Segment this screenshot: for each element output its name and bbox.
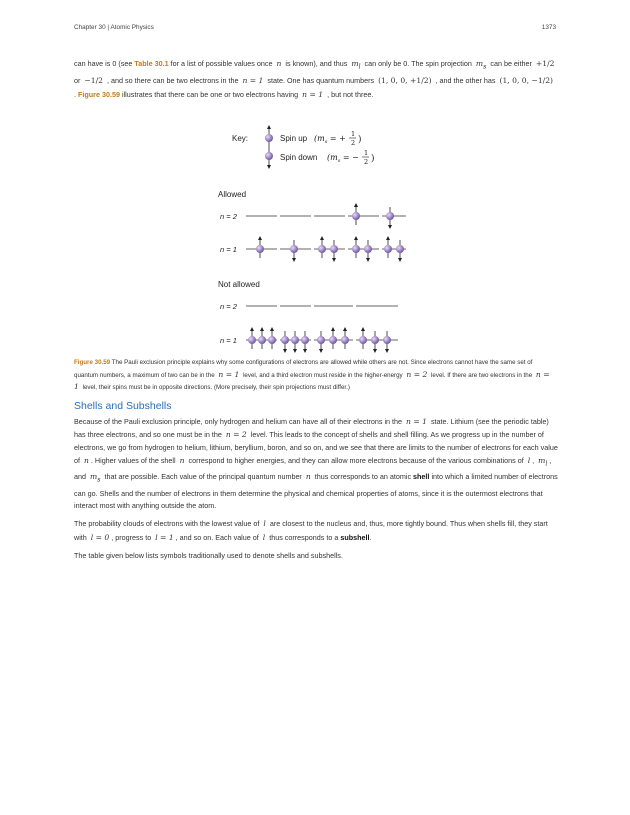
term-shell: shell — [413, 472, 430, 482]
electron-up-icon — [268, 329, 276, 349]
spin-down-close-paren: ) — [371, 154, 375, 164]
text-run: for a list of possible values once — [170, 59, 273, 68]
text-run: The Pauli exclusion principle explains why some configurations of electrons are allowed while others are not. Since electrons cannot have the same set of quantum numbers, a maximum of two can be in the — [74, 359, 533, 379]
text-run: level, their spins must be in opposite directions. (More precisely, their spin projections must differ.) — [82, 384, 350, 391]
electron-up-icon — [359, 329, 367, 349]
table-intro-paragraph — [74, 549, 558, 563]
key-label: Key: — [232, 134, 249, 143]
spin-down-frac-den: 2 — [364, 158, 369, 166]
not-allowed-title: Not allowed — [218, 280, 260, 289]
electron-down-icon — [330, 240, 338, 260]
text-run: can have is 0 (see — [74, 59, 133, 68]
text-run: into which a limited number of electrons can go. Shells and the number of electrons in them determine the physical and chemical properties of atoms, since it is the outermost electrons that interact most with anything outside the atom. — [74, 472, 558, 511]
text-run: correspond to higher energies, and they can allow more electrons because of the various combinations of — [188, 455, 524, 465]
text-run: . — [74, 89, 76, 99]
text-run: thus corresponds to a — [269, 533, 339, 542]
math-ms: $m_s$ — [475, 59, 487, 71]
math-quantum-numbers-2: (1, 0, 0, −1/2) — [499, 76, 554, 86]
math-n-eq-1: n = 1 — [218, 369, 240, 379]
text-run: , and so on. Each value of — [175, 533, 259, 542]
caption-label: Figure 30.59 — [74, 359, 111, 366]
math-l: l — [263, 519, 266, 528]
term-subshell: subshell — [340, 533, 370, 542]
spin-down-frac-num: 1 — [364, 149, 369, 157]
math-n-eq-1: n = 1 — [74, 369, 550, 391]
text-run: illustrates that there can be one or two electrons having — [121, 89, 299, 99]
math-l-eq-1: l = 1 — [155, 533, 174, 542]
electron-up-icon — [256, 238, 264, 258]
electron-down-icon — [281, 331, 289, 351]
text-run: , progress to — [111, 533, 152, 542]
text-run: or — [74, 76, 81, 86]
allowed-n2-label: n = 2 — [220, 212, 237, 221]
math-n: n — [179, 455, 185, 465]
electron-up-icon — [258, 329, 266, 349]
spin-up-close-paren: ) — [358, 135, 362, 145]
text-run: state. Lithium (see the periodic table) has three electrons, and so one must be in the — [74, 417, 549, 439]
electron-down-icon — [396, 240, 404, 260]
electron-up-icon — [248, 329, 256, 349]
text-run: The probability clouds of electrons with the lowest value of — [74, 519, 260, 528]
spin-up-frac-den: 2 — [351, 139, 356, 147]
text-run: are closest to the nucleus and, thus, more tightly bound. Thus when shells fill, they start with — [74, 519, 548, 542]
text-run: , and so there can be two electrons in the — [107, 76, 239, 86]
math-l: l — [262, 533, 266, 542]
electron-up-icon — [318, 238, 326, 258]
figure-30-59-link[interactable]: Figure 30.59 — [78, 89, 120, 99]
spin-up-label: Spin up — [280, 134, 308, 143]
text-run: , and — [74, 455, 552, 482]
spin-down-label: Spin down — [280, 153, 318, 162]
electron-down-icon — [371, 331, 379, 351]
math-ml: $m_l$ — [351, 59, 361, 71]
math-n: n — [84, 455, 89, 465]
text-run: The table given below lists symbols traditionally used to denote shells and subshells. — [74, 551, 343, 560]
text-run: , but not three. — [327, 89, 374, 99]
text-run: Because of the Pauli exclusion principle, only hydrogen and helium can have all of their electrons in the — [74, 417, 403, 426]
text-run: . — [369, 533, 372, 542]
text-run: level. This leads to the concept of shells and shell filling. As we progress up in the number of electrons, we go from hydrogen to helium, lithium, beryllium, boron, and so on, and we see that there are limits to the number of electrons for each value of — [74, 429, 558, 465]
figure-caption — [74, 357, 558, 394]
text-run: is known), and thus — [285, 59, 348, 68]
allowed-n1-label: n = 1 — [220, 245, 237, 254]
electron-down-icon — [291, 331, 299, 351]
electron-up-icon — [352, 205, 360, 225]
text-run: can be either — [490, 59, 532, 68]
math-minus-half: −1/2 — [84, 76, 103, 86]
math-n-eq-1: n = 1 — [302, 89, 324, 99]
math-n-eq-1: n = 1 — [406, 417, 427, 426]
text-run: that are possible. Each value of the principal quantum number — [104, 472, 302, 482]
chapter-header: Chapter 30 | Atomic Physics — [74, 24, 154, 31]
electron-down-icon — [301, 331, 309, 351]
electron-up-icon — [352, 238, 360, 258]
electron-up-icon — [384, 238, 392, 258]
electron-down-icon — [383, 331, 391, 351]
not-allowed-n1-label: n = 1 — [220, 336, 237, 345]
math-n: n — [305, 472, 311, 482]
math-plus-half: +1/2 — [535, 59, 555, 68]
table-30-1-link[interactable]: Table 30.1 — [134, 59, 169, 68]
spin-up-equation: ($m_s$ = + — [314, 134, 346, 145]
spin-up-electron-icon — [265, 127, 273, 147]
math-n: n — [276, 59, 282, 68]
pauli-exclusion-figure — [216, 118, 406, 358]
spin-down-electron-icon — [265, 147, 273, 167]
electron-up-icon — [329, 329, 337, 349]
electron-down-icon — [364, 240, 372, 260]
text-run: , — [532, 455, 535, 465]
text-run: . Higher values of the shell — [90, 455, 176, 465]
math-n-eq-2: n = 2 — [225, 429, 247, 439]
subshells-paragraph — [74, 517, 558, 545]
spin-down-equation: ($m_s$ = − — [327, 153, 359, 164]
spin-up-frac-num: 1 — [351, 130, 356, 138]
math-ml: $m_l$ — [538, 455, 548, 468]
not-allowed-n2-label: n = 2 — [220, 302, 237, 311]
electron-down-icon — [386, 207, 394, 227]
electron-up-icon — [341, 329, 349, 349]
text-run: level, and a third electron must reside in the higher-energy — [243, 371, 403, 379]
text-run: thus corresponds to an atomic — [314, 472, 412, 482]
math-l-eq-0: l = 0 — [90, 533, 110, 542]
math-ms: $m_s$ — [90, 472, 101, 484]
section-title: Shells and Subshells — [74, 400, 172, 412]
math-quantum-numbers-1: (1, 0, 0, +1/2) — [378, 76, 432, 86]
electron-down-icon — [290, 240, 298, 260]
math-n-eq-1: n = 1 — [242, 76, 264, 86]
text-run: , and the other has — [435, 76, 496, 86]
math-n-eq-2: n = 2 — [406, 369, 428, 379]
allowed-title: Allowed — [218, 190, 247, 199]
text-run: state. One has quantum numbers — [267, 76, 375, 86]
intro-paragraph — [74, 57, 558, 101]
shells-paragraph — [74, 416, 558, 513]
text-run: can only be 0. The spin projection — [364, 59, 472, 68]
page-number: 1373 — [541, 24, 556, 31]
math-l: l — [527, 455, 531, 465]
text-run: level. If there are two electrons in the — [431, 371, 533, 379]
electron-down-icon — [317, 331, 325, 351]
